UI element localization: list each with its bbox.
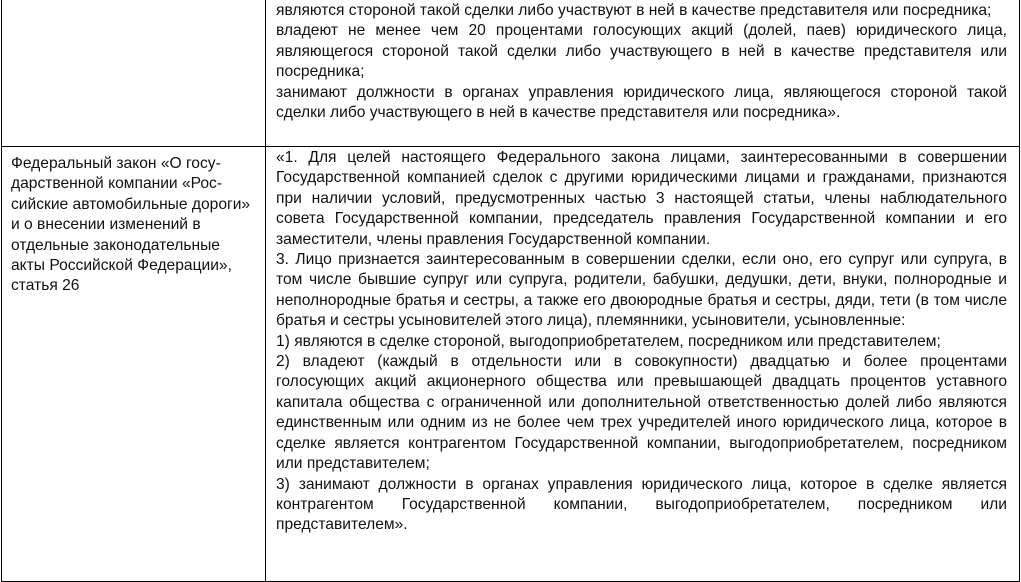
law-text-cell [266,147,1020,582]
law-text-paragraph: занимают должности в органах управления юридического лица, являющегося стороной такой сделки либо участвующего в ней в качестве представителя или посредника». [276,83,1007,122]
law-text-paragraph: 2) владеют (каждый в отдельности или в совокупности) двадцатью и более процентами голосующих акций акционерного общества или превышающей двадцать процентов уставного капитала общества с ограниченной или дополнительной ответственностью долей либо являются единственным или одним из не более чем трех учредителей иного юридического лица, которое в сделке является контрагентом Государственной компании, выгодоприобретателем, посредником или представителем; [276,353,1007,473]
law-text-paragraph: являются стороной такой сделки либо участвуют в ней в качестве представителя или посредника; [276,2,992,19]
law-text-paragraph: 3. Лицо признается заинтересованным в совершении сделки, если оно, его супруг или супруга, в том числе бывшие супруг или супруга, родители, бабушки, дедушки, дети, внуки, полнородные и неполнородные братья и сестры, а также его двоюродные братья и сестры, дяди, тети (в том числе братья и сестры усыновителей этого лица), племянники, усыновители, усыновленные: [276,251,1007,330]
law-text-paragraph: владеют не менее чем 20 процентами голосующих акций (долей, паев) юридического лица, являющегося стороной такой сделки либо участвующего в ней в качестве представителя или посредника; [276,22,1007,81]
law-comparison-table [1,0,1020,582]
table-row [2,147,1020,582]
law-reference-cell [2,147,266,582]
law-text-cell [266,0,1020,147]
law-reference-cell [2,0,266,147]
law-text-paragraph: 3) занимают должности в органах управления юридического лица, которое в сделке является контрагентом Государственной компании, выгодоприобретателем, посредником или представителем». [276,475,1007,534]
law-text-paragraph: «1. Для целей настоящего Федерального закона лицами, заинтересованными в совершении Государственной компанией сделок с другими юридическими лицами и гражданами, признаются при наличии условий, предусмотренных частью 3 настоящей статьи, члены наблюдательного совета Государственной компании, председатель правления Государственной компании и его заместители, члены правления Государственной компании. [276,149,1007,248]
table-row [2,0,1020,147]
law-reference-text: Федеральный закон «О государственной компании «Российские автомобильные дороги» и о внесении изменений в отдельные законодательные акты Российской Федерации», статья 26 [11,155,251,295]
law-text-paragraph: 1) являются в сделке стороной, выгодоприобретателем, посредником или представителем; [276,332,941,350]
